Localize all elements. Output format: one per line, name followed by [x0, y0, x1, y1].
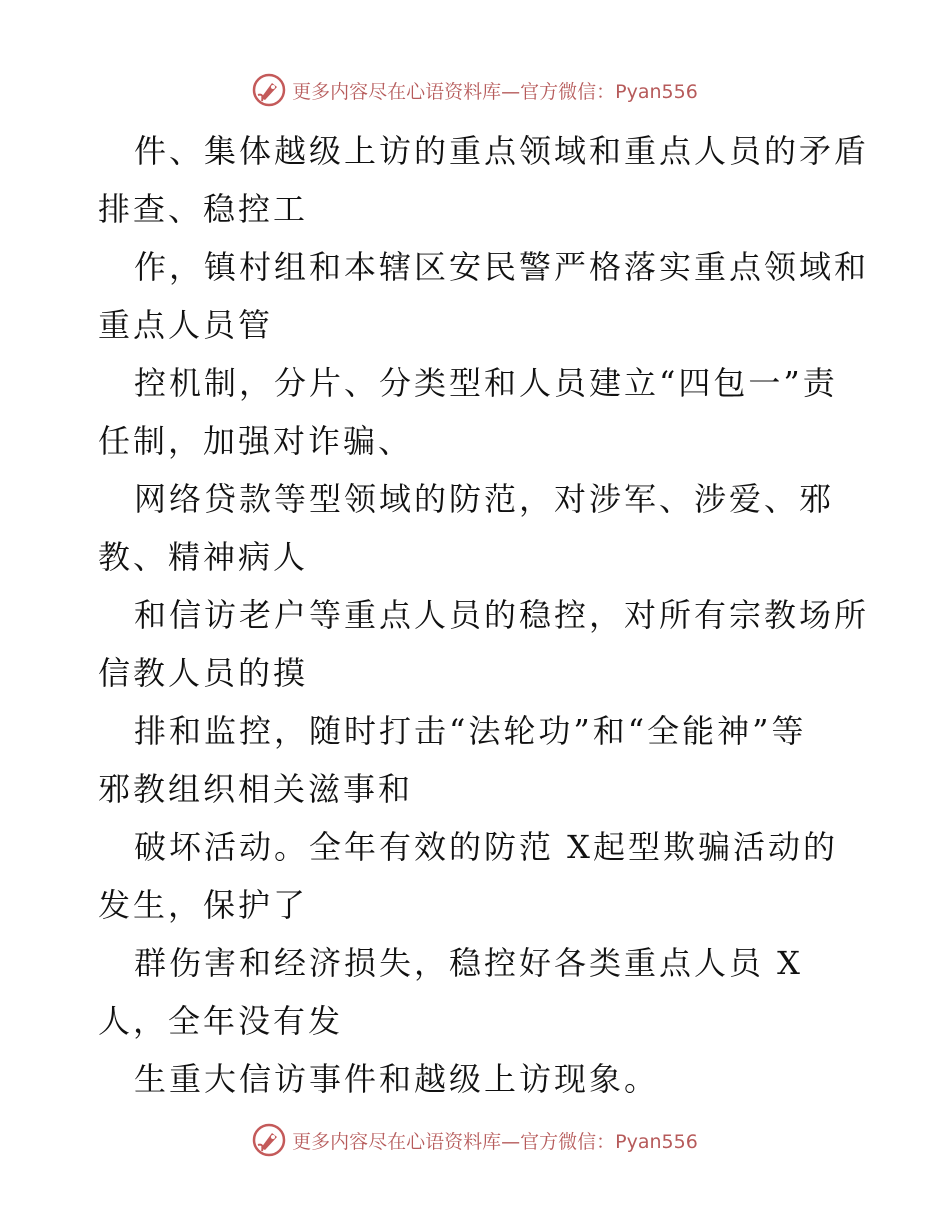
line-text: 人，全年没有发	[98, 1002, 344, 1040]
paragraph-line	[98, 470, 858, 586]
document-body	[98, 122, 870, 1108]
paragraph-line	[98, 122, 870, 238]
pen-nib-logo-icon	[252, 73, 286, 107]
paragraph-line	[98, 238, 870, 354]
page-header-watermark	[0, 70, 950, 110]
page-footer-watermark	[0, 1120, 950, 1160]
paragraph-line	[98, 934, 858, 1050]
paragraph-line	[98, 354, 858, 470]
line-text: 重点人员管	[98, 306, 274, 344]
line-text: 作，镇村组和本辖区安民警严格落实重点领域和	[134, 248, 870, 286]
paragraph-line	[98, 702, 858, 818]
paragraph-line	[98, 818, 858, 934]
line-text: 控机制，分片、分类型和人员建立“四包一”责	[134, 364, 838, 402]
line-text: 件、集体越级上访的重点领域和重点人员的矛盾	[134, 132, 870, 170]
line-text: 任制，加强对诈骗、	[98, 422, 414, 460]
line-text: 破坏活动。全年有效的防范 X起型欺骗活动的	[134, 828, 838, 866]
line-text: 邪教组织相关滋事和	[98, 770, 414, 808]
footer-watermark-text: 更多内容尽在心语资料库—官方微信：Pyan556	[292, 1130, 698, 1153]
line-text: 群伤害和经济损失，稳控好各类重点人员 X	[134, 944, 803, 982]
line-text: 排查、稳控工	[98, 190, 309, 228]
paragraph-line	[98, 586, 870, 702]
line-text: 发生，保护了	[98, 886, 309, 924]
line-text: 排和监控，随时打击“法轮功”和“全能神”等	[134, 712, 807, 750]
line-text: 生重大信访事件和越级上访现象。	[134, 1060, 660, 1098]
line-text: 信教人员的摸	[98, 654, 309, 692]
line-text: 网络贷款等型领域的防范，对涉军、涉爱、邪	[134, 480, 835, 518]
paragraph-line	[98, 1050, 858, 1108]
header-watermark-text: 更多内容尽在心语资料库—官方微信：Pyan556	[292, 80, 698, 103]
line-text: 和信访老户等重点人员的稳控，对所有宗教场所	[134, 596, 870, 634]
line-text: 教、精神病人	[98, 538, 309, 576]
pen-nib-logo-icon	[252, 1123, 286, 1157]
